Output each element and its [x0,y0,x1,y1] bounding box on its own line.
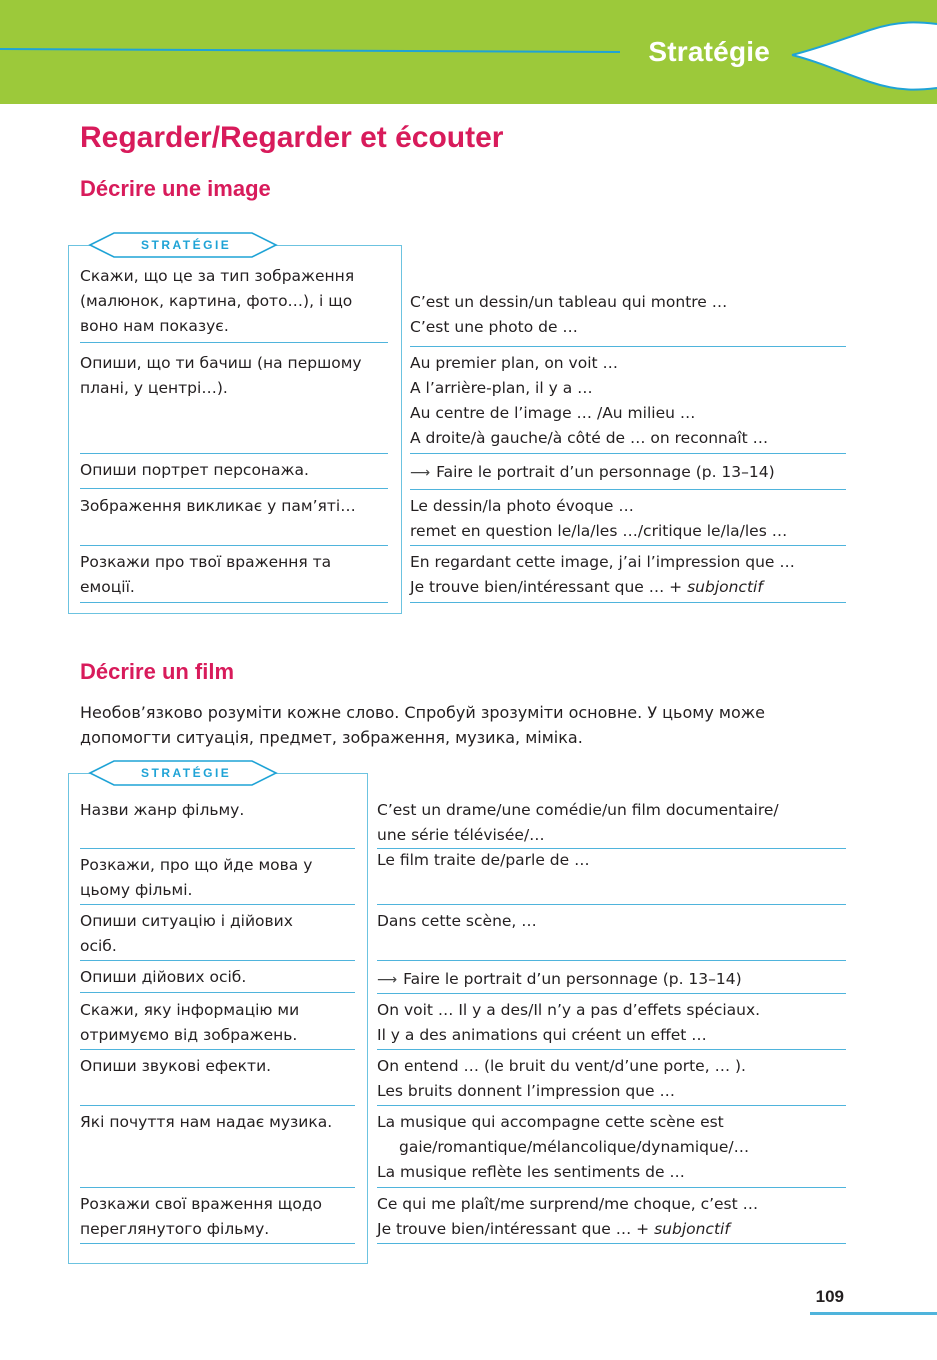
table-row-uk: Розкажи, про що йде мова у цьому фільмі. [80,853,355,905]
section-title-image: Décrire une image [80,176,271,201]
section-title-film: Décrire un film [80,659,235,684]
table-row-fr: Le film traite de/parle de … [377,848,846,905]
table-row-fr: Dans cette scène, … [377,909,846,961]
table-row-uk: Зображення викликає у пам’яті… [80,494,388,546]
table-row-fr: ⟶ Faire le portrait d’un personnage (p. 13–14) [410,460,846,490]
header-wave-decoration [0,0,937,104]
arrow-right-icon: ⟶ [410,465,431,481]
page-number-rule [810,1312,937,1315]
table-row-fr: On voit … Il y a des/Il n’y a pas d’effets spéciaux. Il y a des animations qui créent un effet … [377,998,846,1050]
table-row-fr: Le dessin/la photo évoque … remet en question le/la/les …/critique le/la/les … [410,494,846,546]
table-row-uk: Які почуття нам надає музика. [80,1110,355,1188]
table-row-fr: On entend … (le bruit du vent/d’une porte, … ). Les bruits donnent l’impression que … [377,1054,846,1106]
arrow-right-icon: ⟶ [377,972,398,988]
table-row-fr: Ce qui me plaît/me surprend/me choque, c’est … Je trouve bien/intéressant que … + subjonctif [377,1192,846,1244]
strategie-badge: STRATÉGIE [141,238,232,252]
table-row-fr: ⟶ Faire le portrait d’un personnage (p. 13–14) [377,967,846,994]
table-row-fr: En regardant cette image, j’ai l’impression que … Je trouve bien/intéressant que … + subjonctif [410,550,846,603]
table-row-uk: Опиши, що ти бачиш (на першому плані, у центрі…). [80,351,388,454]
page-title: Regarder/Regarder et écouter [80,121,504,154]
table-row-fr: Au premier plan, on voit … A l’arrière-plan, il y a … Au centre de l’image … /Au milieu … A droite/à gauche/à côté de … on reconnaît … [410,351,846,454]
table-row-uk: Опиши ситуацію і дійових осіб. [80,909,355,961]
strategie-badge: STRATÉGIE [141,766,232,780]
table-row-fr: C’est un dessin/un tableau qui montre … C’est une photo de … [410,290,846,347]
table-row-uk: Розкажи свої враження щодо переглянутого фільму. [80,1192,355,1244]
table-row-uk: Скажи, що це за тип зображення (малюнок, картина, фото…), і що воно нам показує. [80,264,388,343]
header-band [0,0,937,104]
table-row-uk: Опиши портрет персонажа. [80,458,388,489]
table-row-uk: Опиши звукові ефекти. [80,1054,355,1106]
table-row-uk: Опиши дійових осіб. [80,965,355,993]
table-row-fr: C’est un drame/une comédie/un film documentaire/ une série télévisée/… [377,798,846,849]
table-row-uk: Скажи, яку інформацію ми отримуємо від зображень. [80,998,355,1050]
page-number: 109 [815,1287,844,1306]
table-row-uk: Назви жанр фільму. [80,798,355,849]
table-row-uk: Розкажи про твої враження та емоції. [80,550,388,603]
table-row-fr: La musique qui accompagne cette scène est gaie/romantique/mélancolique/dynamique/… La musique reflète les sentiments de … [377,1110,846,1188]
header-title: Stratégie [648,36,770,67]
intro-paragraph: Необов’язково розуміти кожне слово. Спробуй зрозуміти основне. У цьому може допомогти ситуація, предмет, зображення, музика, міміка. [80,703,766,747]
